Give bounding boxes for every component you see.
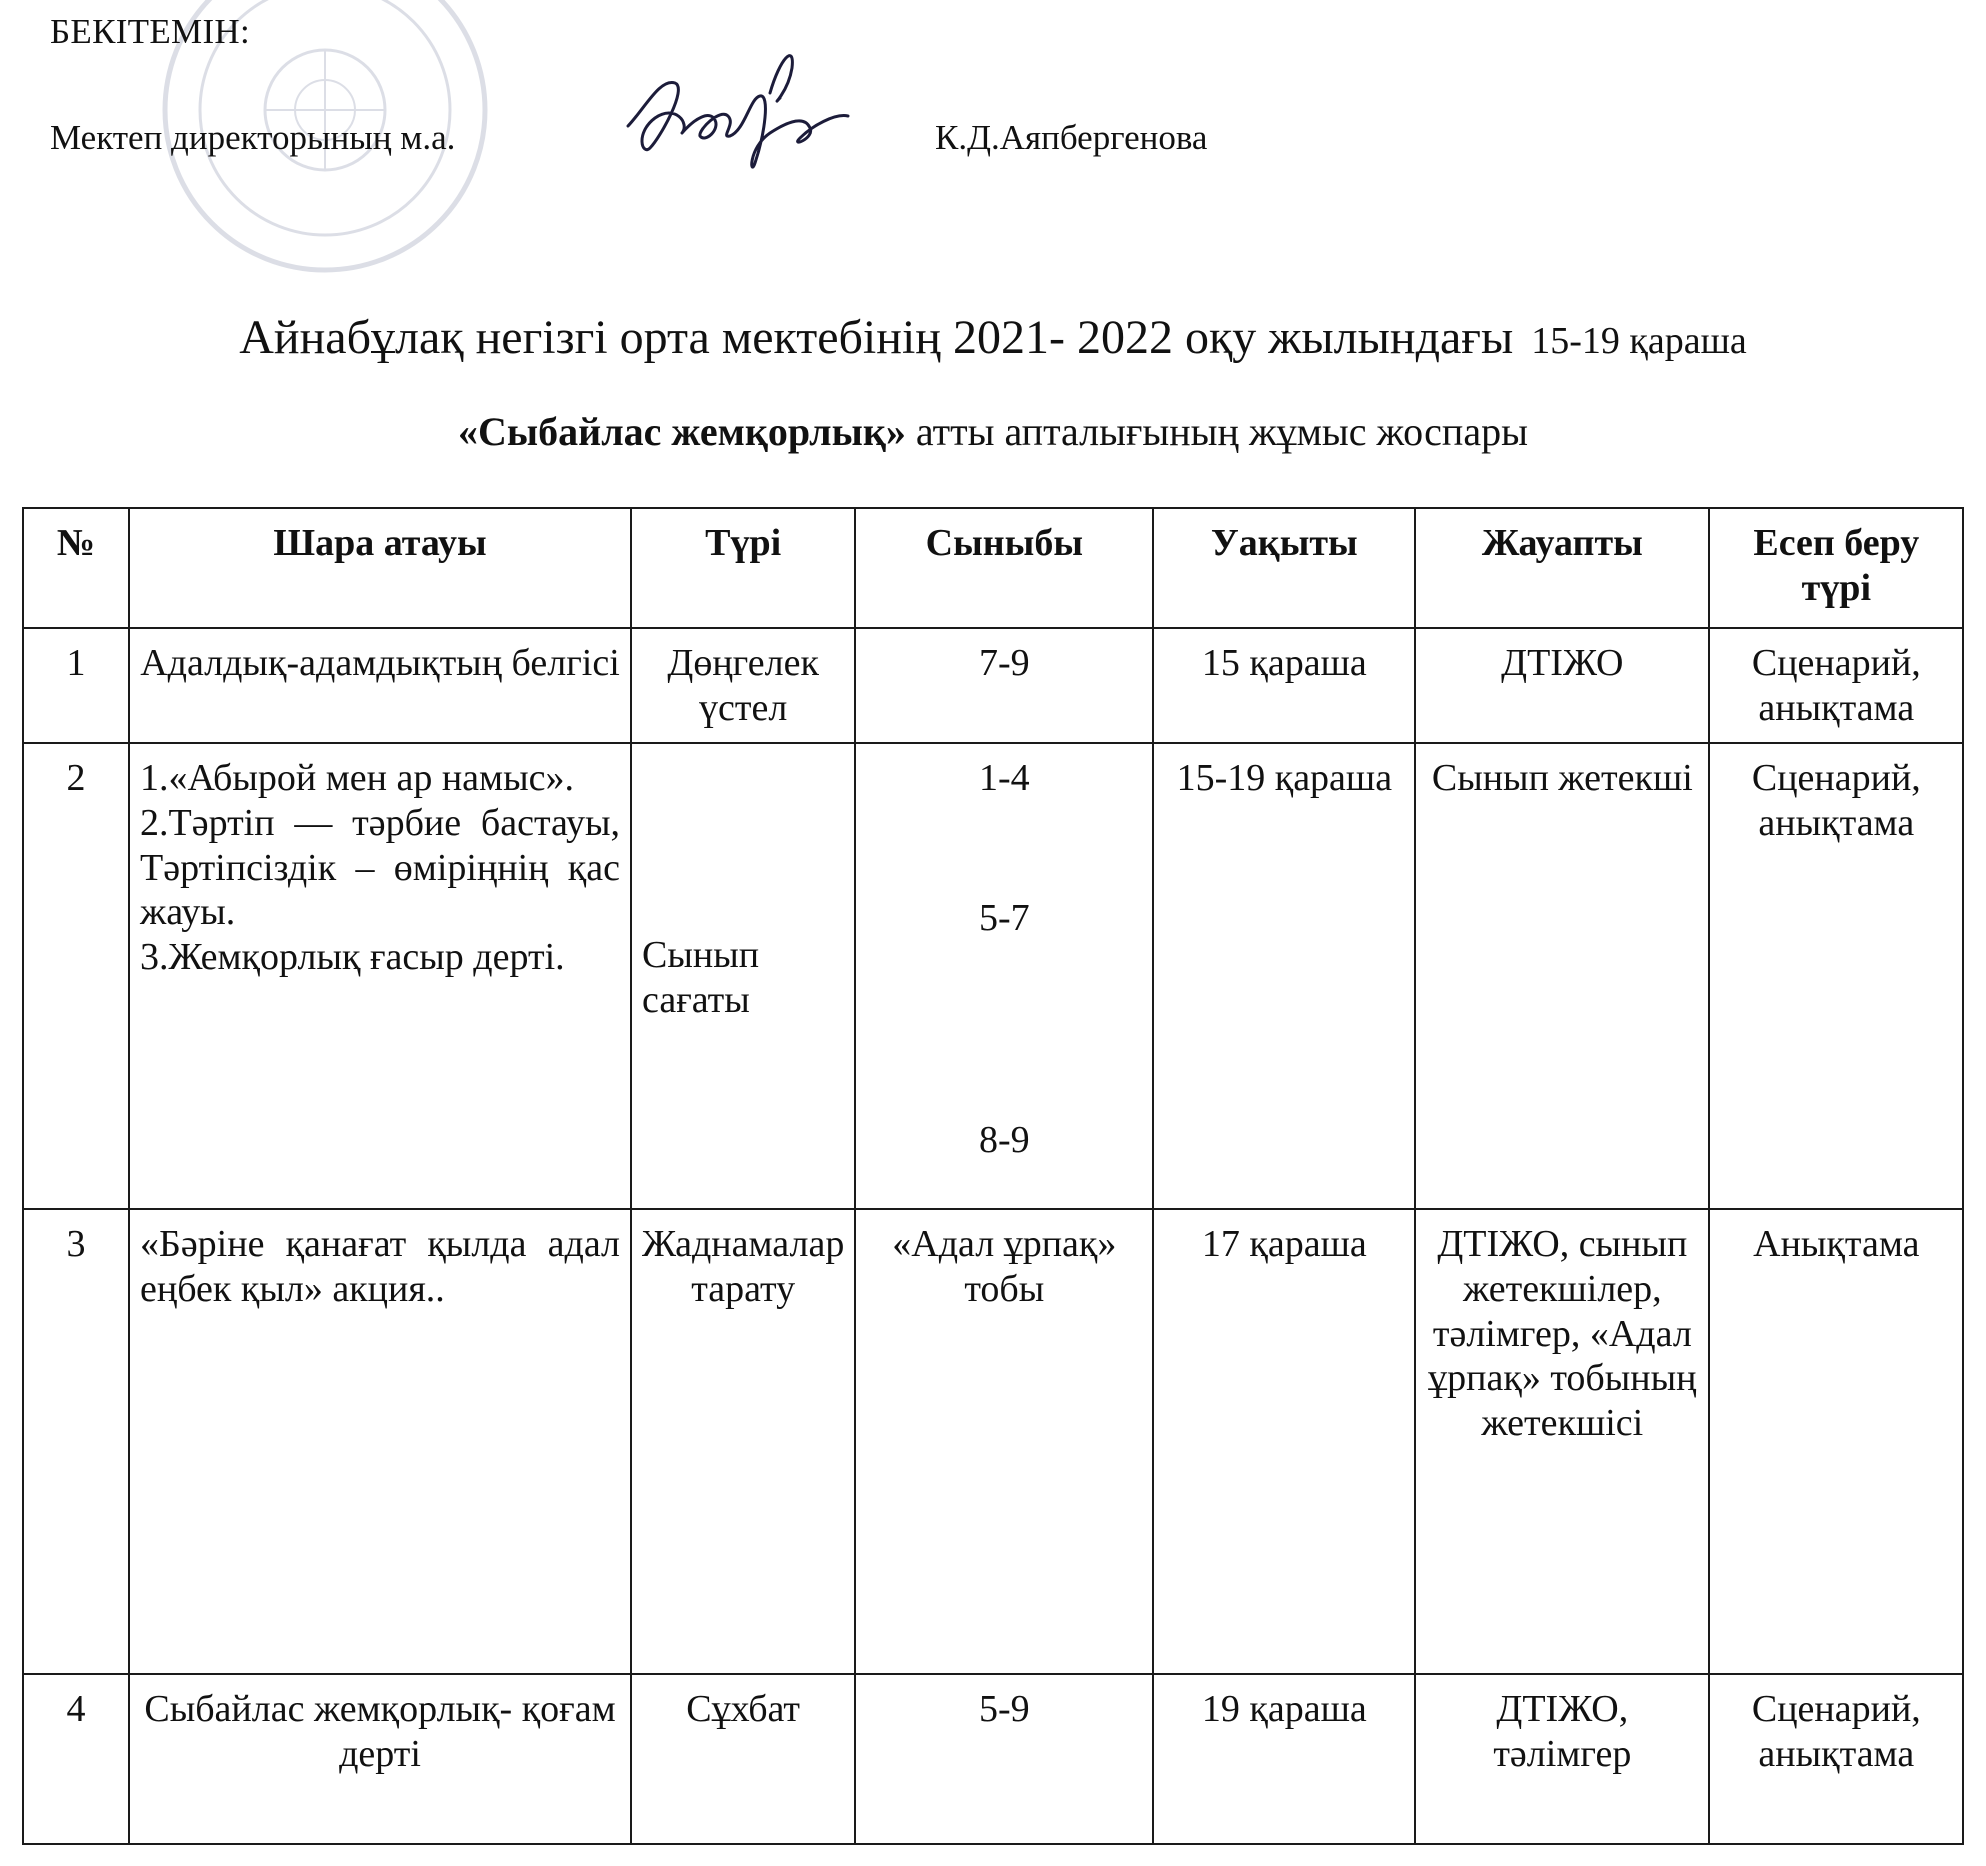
- title-date-range: 15-19 қараша: [1531, 320, 1747, 362]
- row-report-type: Сценарий, анықтама: [1709, 1674, 1963, 1844]
- row-class: «Адал ұрпақ» тобы: [855, 1209, 1153, 1674]
- work-plan-table: [22, 507, 1964, 1845]
- document-title-line2: [0, 408, 1986, 455]
- title-school-year: Айнабұлақ негізгі орта мектебінің 2021- 2022 оқу жылындағы: [239, 311, 1514, 364]
- row-report-type: Сценарий, анықтама: [1709, 743, 1963, 1209]
- table-header-row: [23, 508, 1963, 628]
- row-responsible: ДТІЖО, сынып жетекшілер, тәлімгер, «Адал ұрпақ» тобының жетекшісі: [1415, 1209, 1709, 1674]
- row-type: Сынып сағаты: [631, 743, 855, 1209]
- event-item: 2.Тәртіп — тәрбие бастауы, Тәртіпсіздік – өміріңнің қас жауы.: [140, 801, 620, 934]
- row-responsible: ДТІЖО, тәлімгер: [1415, 1674, 1709, 1844]
- row-time: 15 қараша: [1153, 628, 1415, 743]
- row-event-name: [129, 743, 631, 1209]
- row-number: 3: [23, 1209, 129, 1674]
- document-title-line1: [0, 310, 1986, 365]
- class-item: 8-9: [979, 1119, 1030, 1161]
- header-type: Түрі: [631, 508, 855, 628]
- title-plan-label: атты апталығының жұмыс жоспары: [915, 409, 1528, 454]
- row-event-name: Сыбайлас жемқорлық- қоғам дерті: [129, 1674, 631, 1844]
- director-position: Мектеп директорының м.а.: [50, 118, 456, 157]
- row-number: 4: [23, 1674, 129, 1844]
- director-signature: [620, 38, 850, 188]
- row-event-name: «Бәріне қанағат қылда адал еңбек қыл» акция..: [129, 1209, 631, 1674]
- row-number: 1: [23, 628, 129, 743]
- row-class: 5-9: [855, 1674, 1153, 1844]
- row-type: Сұхбат: [631, 1674, 855, 1844]
- row-type: Жаднамалар тарату: [631, 1209, 855, 1674]
- row-report-type: Сценарий, анықтама: [1709, 628, 1963, 743]
- approve-label: БЕКІТЕМІН:: [50, 12, 251, 51]
- header-class: Сыныбы: [855, 508, 1153, 628]
- event-item: 3.Жемқорлық ғасыр дерті.: [140, 936, 565, 979]
- row-responsible: ДТІЖО: [1415, 628, 1709, 743]
- row-time: 15-19 қараша: [1153, 743, 1415, 1209]
- header-responsible: Жауапты: [1415, 508, 1709, 628]
- table-row: [23, 743, 1963, 1209]
- header-report-type: Есеп беру түрі: [1709, 508, 1963, 628]
- table-row: [23, 628, 1963, 743]
- header-event-name: Шара атауы: [129, 508, 631, 628]
- row-time: 17 қараша: [1153, 1209, 1415, 1674]
- row-event-name: Адалдық-адамдықтың белгісі: [129, 628, 631, 743]
- row-time: 19 қараша: [1153, 1674, 1415, 1844]
- row-number: 2: [23, 743, 129, 1209]
- director-name: К.Д.Аяпбергенова: [935, 118, 1208, 157]
- table-row: [23, 1209, 1963, 1674]
- header-number: №: [23, 508, 129, 628]
- row-type: Дөңгелек үстел: [631, 628, 855, 743]
- class-item: 1-4: [979, 757, 1030, 799]
- table-row: [23, 1674, 1963, 1844]
- class-item: 5-7: [979, 897, 1030, 939]
- row-report-type: Анықтама: [1709, 1209, 1963, 1674]
- title-week-name: «Сыбайлас жемқорлық»: [458, 409, 906, 454]
- row-responsible: Сынып жетекші: [1415, 743, 1709, 1209]
- row-class: 7-9: [855, 628, 1153, 743]
- header-time: Уақыты: [1153, 508, 1415, 628]
- event-item: 1.«Абырой мен ар намыс».: [140, 757, 574, 799]
- row-class: [855, 743, 1153, 1209]
